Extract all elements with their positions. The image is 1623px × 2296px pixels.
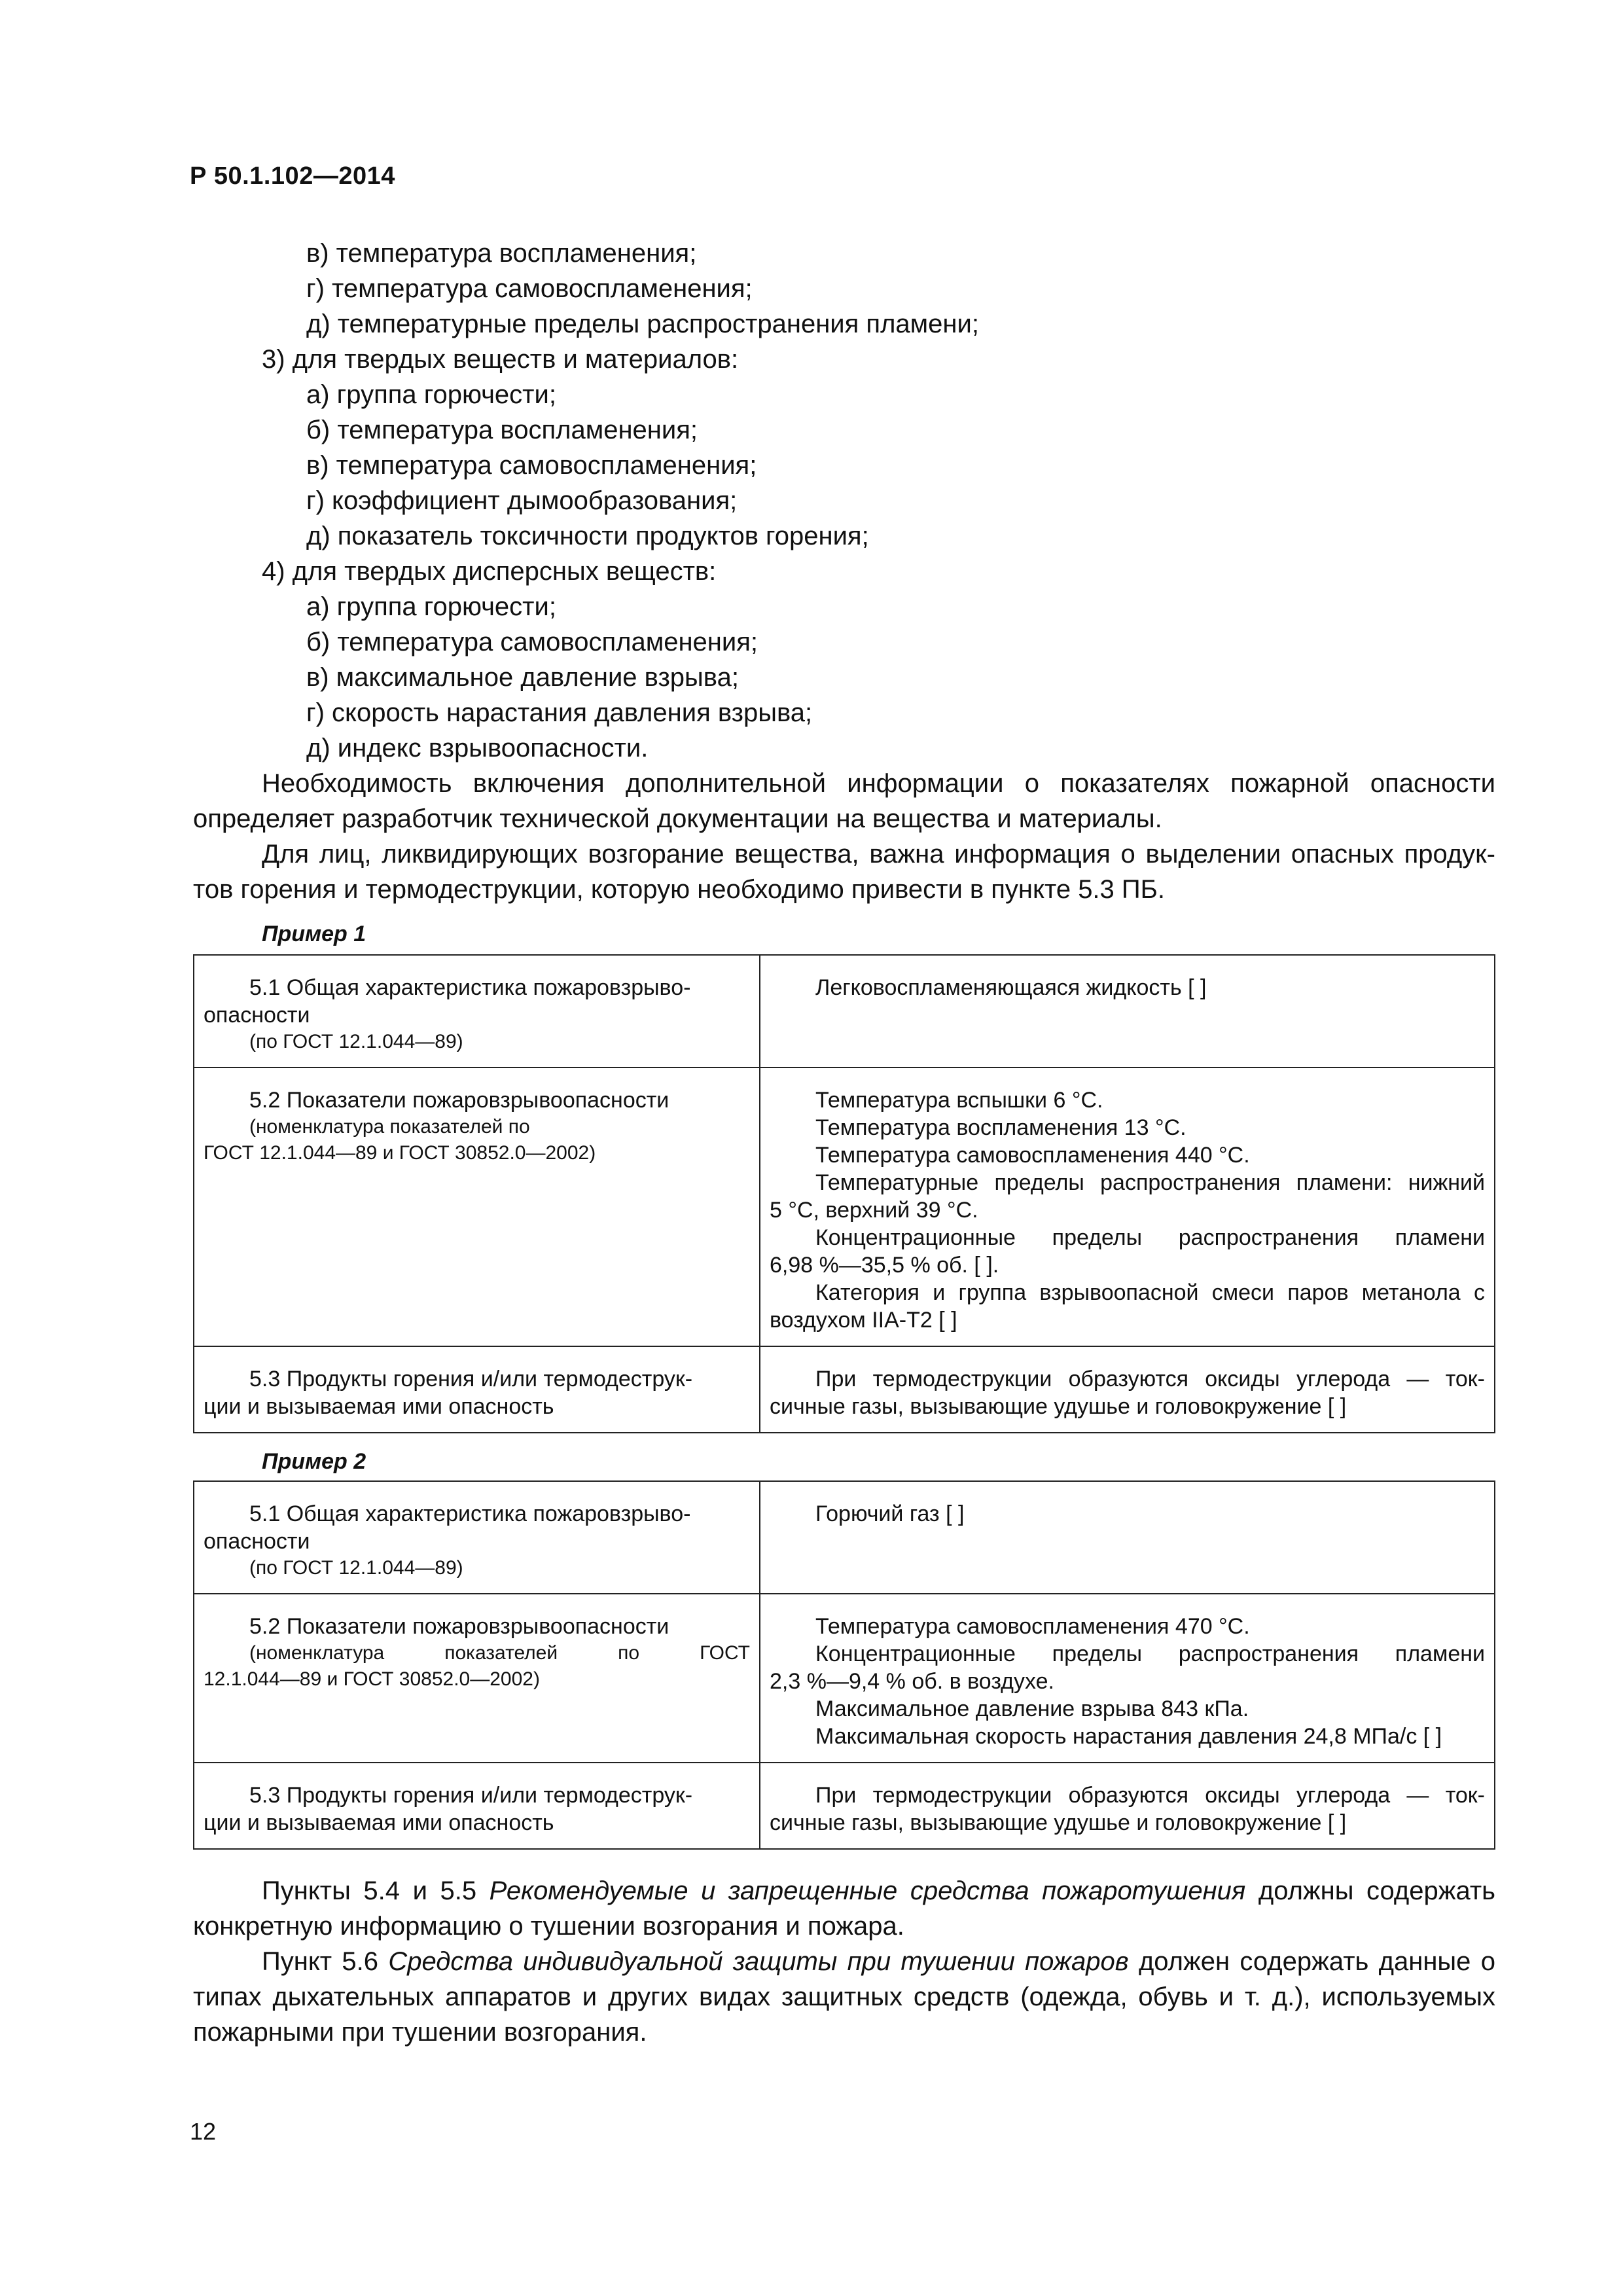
- cell-line: Категория и группа взрывоопасной смеси паров метанола с: [815, 1280, 1485, 1305]
- cell-line: 2,3 %—9,4 % об. в воздухе.: [770, 1669, 1054, 1694]
- cell-line: 5.3 Продукты горения и/или термодеструк-: [249, 1367, 693, 1391]
- paragraph-line: конкретную информацию о тушении возгорания и пожара.: [193, 1912, 904, 1941]
- paragraph-line: Необходимость включения дополнительной информации о показателях пожарной опасности: [262, 769, 1495, 798]
- cell-line: Легковоспламеняющаяся жидкость [ ]: [815, 975, 1207, 1000]
- cell-line: Максимальное давление взрыва 843 кПа.: [815, 1696, 1249, 1721]
- list-item: г) коэффициент дымообразования;: [306, 486, 738, 515]
- cell-line: (номенклатура показателей по: [249, 1116, 530, 1138]
- table-cell: [760, 1067, 1495, 1346]
- table-cell: [194, 1481, 760, 1594]
- table-row: [194, 1067, 1495, 1346]
- table-cell: [194, 955, 760, 1067]
- cell-line: (номенклатура показателей по ГОСТ: [249, 1642, 750, 1664]
- example-1-label: Пример 1: [262, 922, 366, 946]
- cell-line: сичные газы, вызывающие удушье и головокружение [ ]: [770, 1810, 1347, 1835]
- table-row: [194, 1763, 1495, 1849]
- cell-line: Максимальная скорость нарастания давления 24,8 МПа/с [ ]: [815, 1724, 1442, 1749]
- paragraph-line: типах дыхательных аппаратов и других видах защитных средств (одежда, обувь и т. д.), используемых: [193, 1982, 1495, 2011]
- emphasis-text: Средства индивидуальной защиты при тушении пожаров: [388, 1947, 1129, 1976]
- table-row: [194, 1594, 1495, 1763]
- paragraph-line: [262, 1873, 1495, 1909]
- table-cell: [760, 1346, 1495, 1433]
- table-row: [194, 1346, 1495, 1433]
- cell-line: При термодеструкции образуются оксиды углерода — ток-: [815, 1783, 1485, 1808]
- cell-line: Температура самовоспламенения 470 °С.: [815, 1614, 1250, 1639]
- list-item: а) группа горючести;: [306, 380, 556, 409]
- text-run: Пункты 5.4 и 5.5: [262, 1876, 490, 1905]
- cell-line: сичные газы, вызывающие удушье и головокружение [ ]: [770, 1394, 1347, 1419]
- list-item: 3) для твердых веществ и материалов:: [262, 345, 739, 374]
- table-cell: [760, 955, 1495, 1067]
- table-cell: [194, 1346, 760, 1433]
- cell-line: Температура воспламенения 13 °С.: [815, 1115, 1186, 1140]
- paragraph-line: определяет разработчик технической документации на вещества и материалы.: [193, 804, 1162, 833]
- cell-line: 12.1.044—89 и ГОСТ 30852.0—2002): [204, 1668, 540, 1690]
- list-item: а) группа горючести;: [306, 592, 556, 621]
- cell-line: ции и вызываемая ими опасность: [204, 1810, 554, 1835]
- cell-line: 6,98 %—35,5 % об. [ ].: [770, 1253, 999, 1278]
- cell-line: 5.1 Общая характеристика пожаровзрыво-: [249, 975, 691, 1000]
- cell-line: ГОСТ 12.1.044—89 и ГОСТ 30852.0—2002): [204, 1142, 596, 1164]
- example-1-table: [193, 954, 1495, 1433]
- document-code: Р 50.1.102—2014: [190, 162, 395, 190]
- paragraph-line: тов горения и термодеструкции, которую необходимо привести в пункте 5.3 ПБ.: [193, 875, 1166, 904]
- table-cell: [760, 1763, 1495, 1849]
- example-2-table: [193, 1480, 1495, 1850]
- table-row: [194, 955, 1495, 1067]
- list-item: в) максимальное давление взрыва;: [306, 663, 739, 692]
- text-run: должны содержать: [1245, 1876, 1495, 1905]
- paragraph-line: [262, 1944, 1495, 1979]
- list-item: д) индекс взрывоопасности.: [306, 734, 649, 762]
- table-cell: [194, 1067, 760, 1346]
- example-2-label: Пример 2: [262, 1449, 366, 1474]
- list-item: д) показатель токсичности продуктов горения;: [306, 522, 869, 550]
- cell-line: (по ГОСТ 12.1.044—89): [249, 1557, 463, 1579]
- cell-line: опасности: [204, 1003, 310, 1028]
- cell-line: 5.2 Показатели пожаровзрывоопасности: [249, 1088, 669, 1113]
- table-row: [194, 1481, 1495, 1594]
- cell-line: (по ГОСТ 12.1.044—89): [249, 1031, 463, 1052]
- list-item: г) температура самовоспламенения;: [306, 274, 753, 303]
- cell-line: ции и вызываемая ими опасность: [204, 1394, 554, 1419]
- list-item: г) скорость нарастания давления взрыва;: [306, 698, 813, 727]
- text-run: Пункт 5.6: [262, 1947, 389, 1976]
- cell-line: Температура самовоспламенения 440 °С.: [815, 1143, 1250, 1168]
- table-cell: [194, 1763, 760, 1849]
- emphasis-text: Рекомендуемые и запрещенные средства пожаротушения: [489, 1876, 1246, 1905]
- cell-line: 5.2 Показатели пожаровзрывоопасности: [249, 1614, 669, 1639]
- paragraph-line: Для лиц, ликвидирующих возгорание вещества, важна информация о выделении опасных продук-: [262, 840, 1495, 869]
- table-cell: [760, 1481, 1495, 1594]
- list-item: в) температура самовоспламенения;: [306, 451, 757, 480]
- page-number: 12: [190, 2118, 217, 2145]
- cell-line: Горючий газ [ ]: [815, 1501, 965, 1526]
- list-item: в) температура воспламенения;: [306, 239, 697, 268]
- cell-line: Температура вспышки 6 °С.: [815, 1088, 1103, 1113]
- text-run: должен содержать данные о: [1128, 1947, 1495, 1976]
- cell-line: Концентрационные пределы распространения пламени: [815, 1641, 1485, 1666]
- cell-line: 5.3 Продукты горения и/или термодеструк-: [249, 1783, 693, 1808]
- table-cell: [194, 1594, 760, 1763]
- cell-line: Температурные пределы распространения пламени: нижний: [815, 1170, 1485, 1195]
- cell-line: 5 °С, верхний 39 °С.: [770, 1198, 978, 1223]
- paragraph-line: пожарными при тушении возгорания.: [193, 2018, 647, 2047]
- list-item: б) температура воспламенения;: [306, 416, 698, 444]
- cell-line: опасности: [204, 1529, 310, 1554]
- cell-line: 5.1 Общая характеристика пожаровзрыво-: [249, 1501, 691, 1526]
- cell-line: воздухом IIA-T2 [ ]: [770, 1308, 957, 1333]
- cell-line: Концентрационные пределы распространения пламени: [815, 1225, 1485, 1250]
- cell-line: При термодеструкции образуются оксиды углерода — ток-: [815, 1367, 1485, 1391]
- list-item: д) температурные пределы распространения пламени;: [306, 310, 979, 338]
- list-item: 4) для твердых дисперсных веществ:: [262, 557, 717, 586]
- list-item: б) температура самовоспламенения;: [306, 628, 758, 656]
- table-cell: [760, 1594, 1495, 1763]
